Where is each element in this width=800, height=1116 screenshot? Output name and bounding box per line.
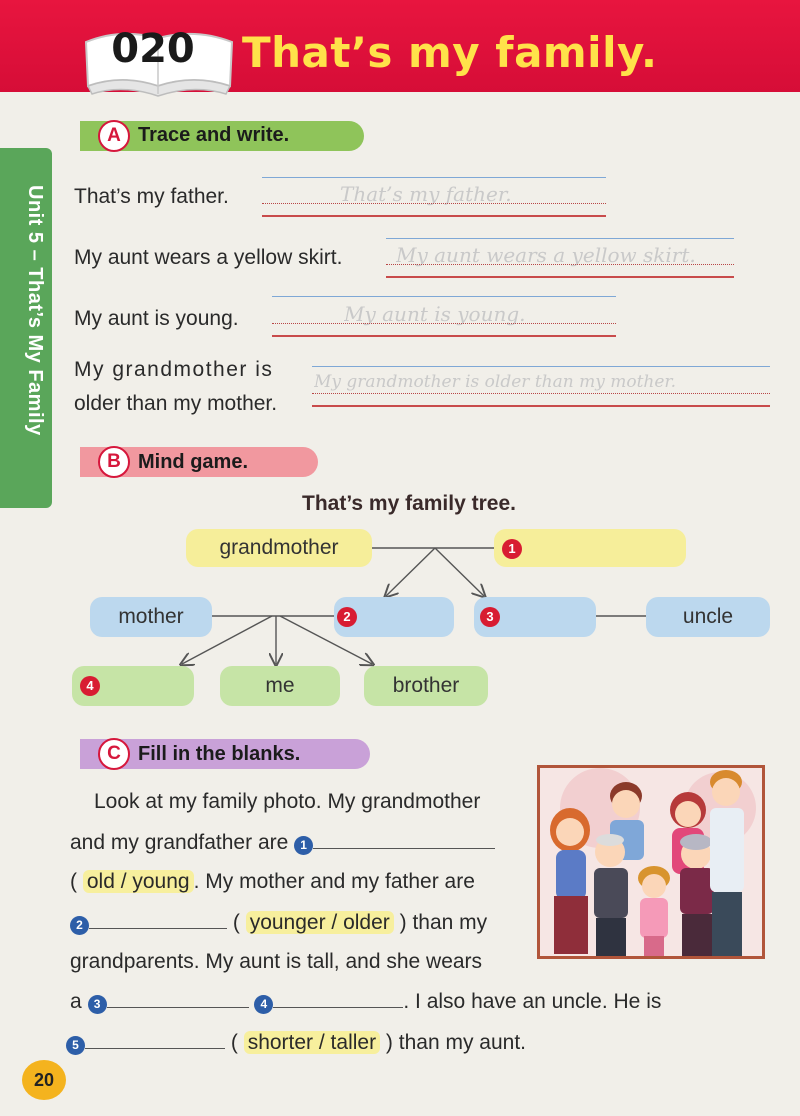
tree-number-2: 2	[337, 607, 357, 627]
blank-1[interactable]	[313, 830, 495, 849]
tree-node-grandmother: grandmother	[186, 529, 372, 567]
family-tree-title: That’s my family tree.	[302, 492, 516, 515]
paren-open: (	[230, 1031, 238, 1054]
blank-3[interactable]	[107, 989, 249, 1008]
tree-number-3: 3	[480, 607, 500, 627]
trace-text-3: My aunt is young.	[344, 302, 526, 326]
section-b-title: Mind game.	[138, 451, 249, 473]
family-photo	[537, 765, 765, 959]
option-younger-older: younger / older	[246, 911, 394, 934]
trace-sentence-2: My aunt wears a yellow skirt.	[74, 246, 343, 269]
trace-sentence-1: That’s my father.	[74, 185, 229, 208]
option-shorter-taller: shorter / taller	[244, 1031, 380, 1054]
page-title: That’s my family.	[242, 28, 658, 77]
option-old-young: old / young	[83, 870, 194, 893]
tree-number-1: 1	[502, 539, 522, 559]
tree-node-mother: mother	[90, 597, 212, 637]
blank-number-1: 1	[294, 836, 313, 855]
section-a-badge: A	[98, 120, 130, 152]
paragraph-line-1: Look at my family photo. My grandmother	[94, 790, 481, 813]
paragraph-text: than my	[412, 911, 488, 934]
tree-node-me: me	[220, 666, 340, 706]
blank-5[interactable]	[85, 1030, 225, 1049]
paren-open: (	[70, 870, 77, 893]
section-c-badge: C	[98, 738, 130, 770]
trace-sentence-4-line2: older than my mother.	[74, 392, 278, 415]
paren-close: )	[385, 1031, 393, 1054]
paragraph-line-3	[70, 870, 475, 894]
paragraph-line-4	[70, 910, 487, 935]
tree-number-4: 4	[80, 676, 100, 696]
page-number: 20	[22, 1060, 66, 1100]
paren-close: )	[399, 911, 407, 934]
paragraph-line-7	[66, 1030, 526, 1055]
blank-number-2: 2	[70, 916, 89, 935]
paragraph-text: . I also have an uncle. He is	[403, 990, 662, 1013]
trace-sentence-3: My aunt is young.	[74, 307, 239, 330]
paren-open: (	[232, 911, 240, 934]
paragraph-text: than my aunt.	[398, 1031, 527, 1054]
blank-number-5: 5	[66, 1036, 85, 1055]
trace-text-4: My grandmother is older than my mother.	[314, 372, 677, 392]
unit-side-label: Unit 5 – That’s My Family	[24, 185, 46, 436]
lesson-number: 020	[111, 26, 195, 72]
paragraph-text: a	[70, 990, 82, 1013]
trace-text-1: That’s my father.	[340, 182, 512, 206]
trace-text-2: My aunt wears a yellow skirt.	[396, 243, 696, 267]
section-c-title: Fill in the blanks.	[138, 743, 301, 765]
section-b-badge: B	[98, 446, 130, 478]
paragraph-line-2	[70, 830, 495, 855]
paragraph-line-6	[70, 989, 661, 1014]
tree-node-1-blank	[494, 529, 686, 567]
blank-4[interactable]	[273, 989, 403, 1008]
paragraph-text: . My mother and my father are	[193, 870, 475, 893]
blank-2[interactable]	[89, 910, 227, 929]
tree-node-brother: brother	[364, 666, 488, 706]
blank-number-4: 4	[254, 995, 273, 1014]
paragraph-line-5: grandparents. My aunt is tall, and she wears	[70, 950, 483, 973]
tree-node-uncle: uncle	[646, 597, 770, 637]
trace-sentence-4-line1: My grandmother is	[74, 358, 274, 381]
section-a-title: Trace and write.	[138, 124, 290, 146]
paragraph-text: and my grandfather are	[70, 831, 289, 854]
family-illustration	[540, 768, 762, 956]
blank-number-3: 3	[88, 995, 107, 1014]
